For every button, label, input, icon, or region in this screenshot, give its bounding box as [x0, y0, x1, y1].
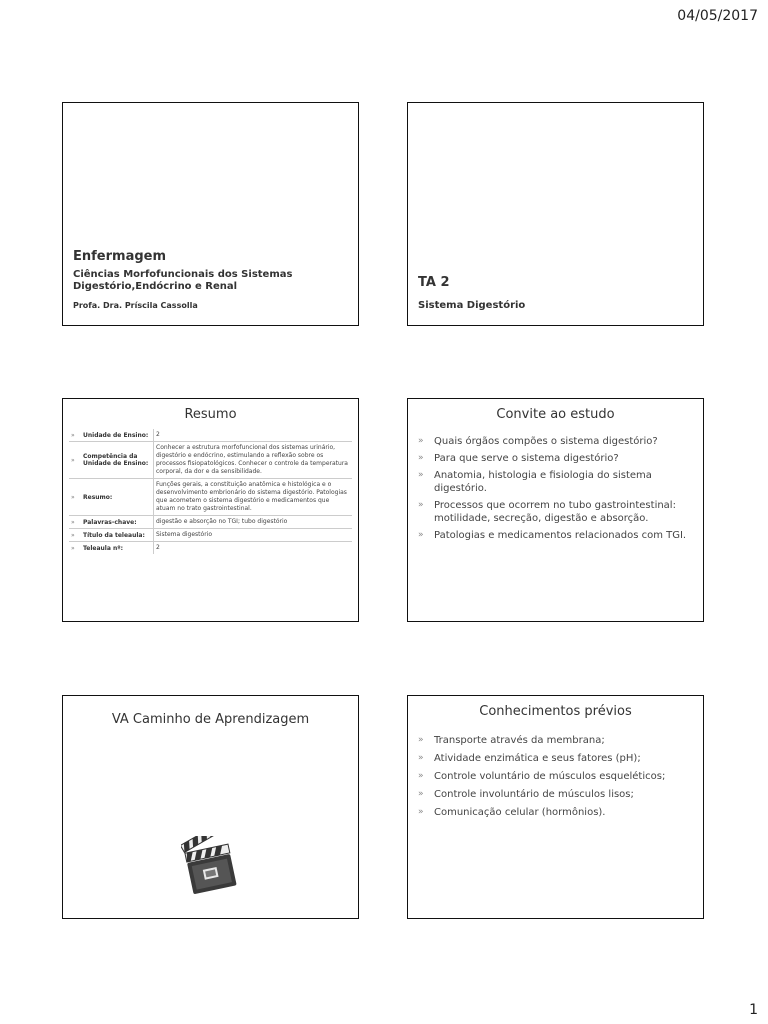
bullet-list [418, 734, 698, 824]
slide-title: TA 2 [418, 275, 450, 290]
row-key: Competência da Unidade de Ensino: [81, 442, 154, 479]
list-item [418, 499, 698, 525]
table-row [69, 429, 352, 442]
resumo-table [69, 429, 352, 554]
list-item [418, 806, 698, 819]
bullet-arrow-icon: » [418, 453, 424, 463]
list-item-text: Anatomia, histologia e fisiologia do sistema digestório. [434, 470, 652, 494]
list-item-text: Patologias e medicamentos relacionados com TGI. [434, 530, 687, 541]
bullet-arrow-icon: » [71, 544, 75, 552]
print-date: 04/05/2017 [677, 8, 758, 24]
slide-resumo [62, 398, 359, 622]
row-key: Resumo: [81, 479, 154, 516]
row-key: Palavras-chave: [81, 516, 154, 529]
list-item-text: Atividade enzimática e seus fatores (pH); [434, 753, 641, 764]
list-item-text: Comunicação celular (hormônios). [434, 807, 606, 818]
row-key: Teleaula nº: [83, 544, 124, 552]
list-item [418, 752, 698, 765]
list-item [418, 529, 698, 542]
row-value: Funções gerais, a constituição anatômica e histológica e o desenvolvimento embrionário do sistema digestório. Patologias que acometem o sistema digestório e medicamentos que atuam no trato gastrointestinal. [154, 479, 353, 516]
slide-subtitle: Sistema Digestório [418, 300, 526, 311]
bullet-arrow-icon: » [69, 529, 81, 542]
list-item [418, 452, 698, 465]
slide-enfermagem [62, 102, 359, 326]
slide-convite-ao-estudo [407, 398, 704, 622]
row-value: 2 [154, 429, 353, 442]
row-value: 2 [154, 542, 353, 555]
slide-conhecimentos-previos [407, 695, 704, 919]
list-item [418, 435, 698, 448]
professor-name: Profa. Dra. Príscila Cassolla [73, 301, 198, 310]
row-key: Título da teleaula: [81, 529, 154, 542]
table-row [69, 479, 352, 516]
list-item [418, 770, 698, 783]
bullet-arrow-icon: » [418, 436, 424, 446]
list-item-text: Controle voluntário de músculos esqueléticos; [434, 771, 666, 782]
list-item-text: Para que serve o sistema digestório? [434, 453, 619, 464]
list-item [418, 469, 698, 495]
list-item [418, 788, 698, 801]
bullet-arrow-icon: » [69, 479, 81, 516]
bullet-arrow-icon: » [418, 735, 424, 745]
bullet-arrow-icon: » [418, 530, 424, 540]
list-item-text: Processos que ocorrem no tubo gastrointestinal: motilidade, secreção, digestão e absorção. [434, 500, 676, 524]
clapperboard-icon[interactable] [181, 836, 243, 896]
slide-subtitle: Ciências Morfofuncionais dos Sistemas Digestório,Endócrino e Renal [73, 269, 293, 292]
slide-va-caminho [62, 695, 359, 919]
bullet-arrow-icon: » [69, 429, 81, 442]
row-value: Conhecer a estrutura morfofuncional dos sistemas urinário, digestório e endócrino, estimulando a reflexão sobre os processos fisiopatológicos. Conhecer o controle da temperatura corporal, da dor e da sensibilidade. [154, 442, 353, 479]
row-value: Sistema digestório [154, 529, 353, 542]
list-item-text: Transporte através da membrana; [434, 735, 605, 746]
bullet-arrow-icon: » [69, 442, 81, 479]
slide-title: Resumo [184, 407, 237, 422]
slide-title: Conhecimentos prévios [479, 704, 632, 719]
slide-title: VA Caminho de Aprendizagem [111, 712, 310, 727]
slide-ta2 [407, 102, 704, 326]
bullet-arrow-icon: » [69, 516, 81, 529]
slide-title: Enfermagem [73, 249, 167, 264]
list-item-text: Quais órgãos compões o sistema digestório? [434, 436, 658, 447]
bullet-arrow-icon: » [418, 753, 424, 763]
row-value: digestão e absorção no TGI; tubo digestório [154, 516, 353, 529]
bullet-arrow-icon: » [418, 500, 424, 510]
row-key: Unidade de Ensino: [81, 429, 154, 442]
bullet-arrow-icon: » [418, 771, 424, 781]
bullet-arrow-icon: » [418, 470, 424, 480]
list-item-text: Controle involuntário de músculos lisos; [434, 789, 634, 800]
list-item [418, 734, 698, 747]
bullet-arrow-icon: » [418, 789, 424, 799]
bullet-list [418, 435, 698, 546]
bullet-arrow-icon: » [418, 807, 424, 817]
table-row [69, 516, 352, 529]
table-row [69, 442, 352, 479]
table-row [69, 542, 352, 555]
table-row [69, 529, 352, 542]
page-number: 1 [749, 1002, 758, 1018]
slide-title: Convite ao estudo [496, 407, 615, 422]
